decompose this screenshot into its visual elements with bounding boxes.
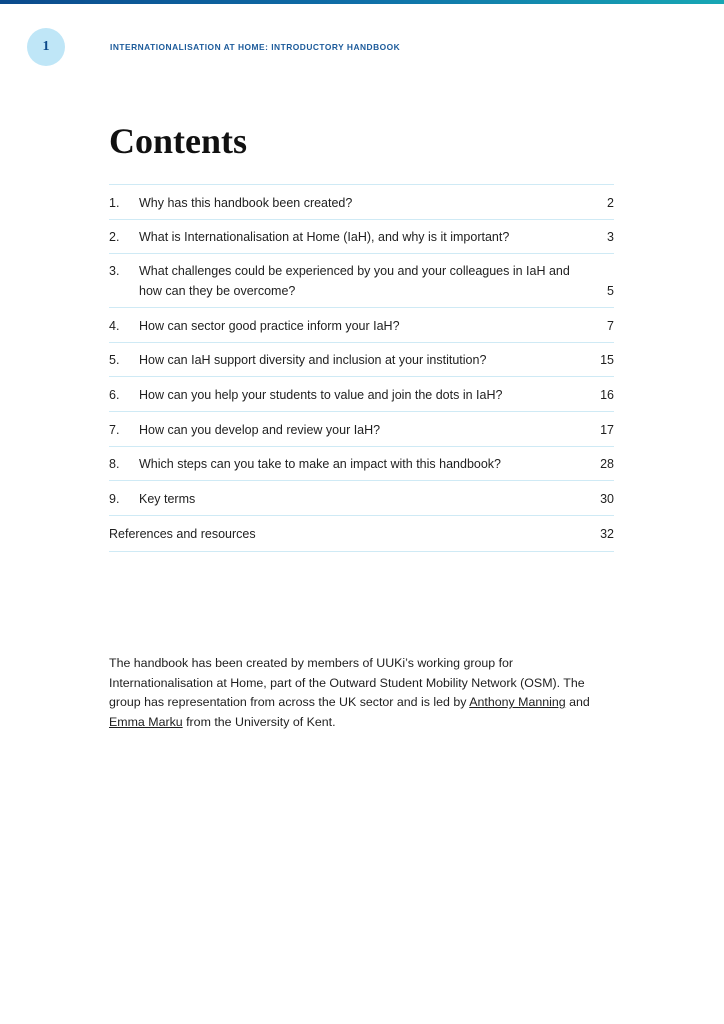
toc-entry-text: References and resources [109,526,256,541]
toc-entry-2[interactable] [109,220,614,255]
emma-marku-link[interactable]: Emma Marku [109,714,183,729]
credits-paragraph [109,654,614,732]
toc-entry-page: 28 [600,457,614,472]
toc-entry-number: 1. [109,195,120,210]
table-of-contents [109,184,614,552]
toc-entry-1[interactable] [109,185,614,220]
toc-entry-page: 32 [600,526,614,541]
credits-text: The handbook has been created by members of UUKi’s working group for Internationalisation at Home, part of the Outward Student Mobility Network (OSM). The group has representation from across the UK sector and is led by [109,656,585,709]
toc-entry-page: 5 [607,284,614,299]
toc-entry-number: 8. [109,457,120,472]
toc-entry-number: 7. [109,422,120,437]
toc-entry-page: 16 [600,387,614,402]
toc-entry-number: 3. [109,264,120,279]
toc-entry-page: 7 [607,318,614,333]
credits-text: and [565,695,590,709]
toc-entry-text: How can sector good practice inform your IaH? [139,318,400,333]
contents-title: Contents [109,121,248,161]
toc-entry-text: Why has this handbook been created? [139,195,353,210]
toc-entry-page: 2 [607,195,614,210]
toc-entry-text: How can you develop and review your IaH? [139,422,381,437]
toc-entry-number: 9. [109,491,120,506]
toc-entry-page: 15 [600,353,614,368]
toc-entry-references[interactable] [109,516,614,552]
toc-entry-text: How can IaH support diversity and inclusion at your institution? [139,353,487,368]
toc-entry-number: 2. [109,230,120,245]
toc-entry-text: Which steps can you take to make an impact with this handbook? [139,457,501,472]
toc-entry-page: 30 [600,491,614,506]
anthony-manning-link[interactable]: Anthony Manning [469,695,566,709]
toc-entry-text: Key terms [139,491,196,506]
toc-entry-6[interactable] [109,377,614,412]
top-accent-bar [0,0,724,4]
toc-entry-text-line2: how can they be overcome? [139,284,296,299]
toc-entry-text: How can you help your students to value and join the dots in IaH? [139,387,503,402]
toc-entry-page: 3 [607,230,614,245]
page-number: 1 [42,39,50,54]
toc-entry-text [139,261,574,301]
toc-entry-page: 17 [600,422,614,437]
running-header-title: INTERNATIONALISATION AT HOME: INTRODUCTORY HANDBOOK [110,42,401,52]
toc-entry-4[interactable] [109,308,614,343]
credits-text: from the University of Kent. [182,714,336,729]
toc-entry-3[interactable] [109,254,614,308]
toc-entry-8[interactable] [109,447,614,482]
toc-entry-text-line1: What challenges could be experienced by you and your colleagues in IaH and [139,264,570,279]
toc-entry-5[interactable] [109,343,614,378]
toc-entry-7[interactable] [109,412,614,447]
toc-entry-9[interactable] [109,481,614,516]
toc-entry-text: What is Internationalisation at Home (IaH), and why is it important? [139,230,510,245]
toc-entry-number: 5. [109,353,120,368]
toc-entry-number: 6. [109,387,120,402]
page-number-badge [27,28,65,66]
toc-entry-number: 4. [109,318,120,333]
